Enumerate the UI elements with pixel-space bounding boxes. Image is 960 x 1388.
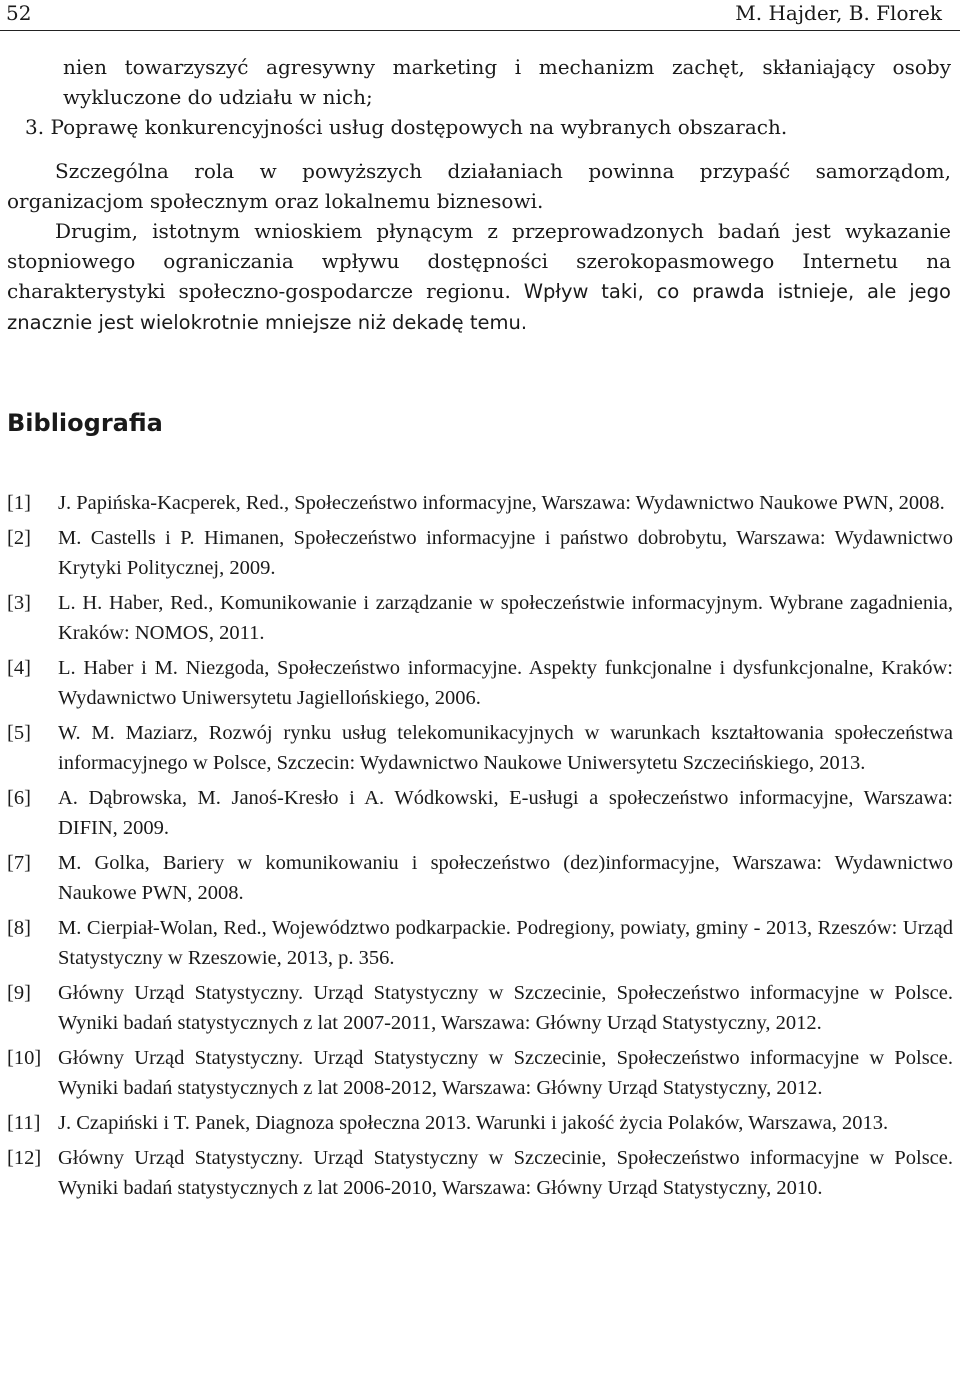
bib-entry-text: Główny Urząd Statystyczny. Urząd Statystyczny w Szczecinie, Społeczeństwo informacyjne w Polsce. Wyniki badań statystycznych z lat 2007-2011, Warszawa: Główny Urząd Statystyczny, 2012.: [58, 982, 953, 1034]
conclusion-serif-part: Drugim, istotnym wnioskiem płynącym z przeprowadzonych badań jest wykazanie stopniowego ograniczania wpływu dostępności szerokopasmowego Internetu na charakterystyki społeczno-gospodarcze regionu.: [7, 219, 951, 303]
bib-entry-number: [11]: [7, 1112, 41, 1134]
bib-entry-text: M. Castells i P. Himanen, Społeczeństwo informacyjne i państwo dobrobytu, Warszawa: Wydawnictwo Krytyki Politycznej, 2009.: [58, 527, 953, 579]
bib-entry-text: Główny Urząd Statystyczny. Urząd Statystyczny w Szczecinie, Społeczeństwo informacyjne w Polsce. Wyniki badań statystycznych z lat 2006-2010, Warszawa: Główny Urząd Statystyczny, 2010.: [58, 1147, 953, 1199]
bib-entry-text: W. M. Maziarz, Rozwój rynku usług telekomunikacyjnych w warunkach kształtowania społeczeństwa informacyjnego w Polsce, Szczecin: Wydawnictwo Naukowe Uniwersytetu Szczecińskiego, 2013.: [58, 722, 953, 774]
paragraph-roles: Szczególna rola w powyższych działaniach powinna przypaść samorządom, organizacjom społecznym oraz lokalnemu biznesowi.: [7, 159, 951, 213]
bib-entry: [7, 1108, 953, 1138]
bib-entry: [7, 488, 953, 518]
bib-entry-text: L. Haber i M. Niezgoda, Społeczeństwo informacyjne. Aspekty funkcjonalne i dysfunkcjonalne, Kraków: Wydawnictwo Uniwersytetu Jagiellońskiego, 2006.: [58, 657, 953, 709]
bib-entry-number: [10]: [7, 1047, 42, 1069]
running-header: [0, 0, 960, 31]
bib-entry-number: [8]: [7, 917, 31, 939]
bib-entry: [7, 1043, 953, 1103]
list-item-continuation: nien towarzyszyć agresywny marketing i mechanizm zachęt, skłaniający osoby wykluczone do udziału w nich;: [63, 55, 951, 109]
bib-entry-text: L. H. Haber, Red., Komunikowanie i zarządzanie w społeczeństwie informacyjnym. Wybrane zagadnienia, Kraków: NOMOS, 2011.: [58, 592, 953, 644]
bib-entry: [7, 978, 953, 1038]
list-item-3: 3. Poprawę konkurencyjności usług dostępowych na wybranych obszarach.: [25, 115, 788, 139]
bib-entry: [7, 1143, 953, 1203]
bib-entry-text: J. Papińska-Kacperek, Red., Społeczeństwo informacyjne, Warszawa: Wydawnictwo Naukowe PWN, 2008.: [58, 492, 945, 514]
bib-entry-number: [3]: [7, 592, 31, 614]
bib-entry-text: Główny Urząd Statystyczny. Urząd Statystyczny w Szczecinie, Społeczeństwo informacyjne w Polsce. Wyniki badań statystycznych z lat 2008-2012, Warszawa: Główny Urząd Statystyczny, 2012.: [58, 1047, 953, 1099]
bib-entry-text: M. Cierpiał-Wolan, Red., Województwo podkarpackie. Podregiony, powiaty, gminy - 2013, Rzeszów: Urząd Statystyczny w Rzeszowie, 2013, p. 356.: [58, 917, 953, 969]
bib-entry-number: [9]: [7, 982, 31, 1004]
bib-entry-number: [4]: [7, 657, 31, 679]
bib-entry: [7, 848, 953, 908]
bib-entry-number: [2]: [7, 527, 31, 549]
bib-entry: [7, 718, 953, 778]
bibliography-list: [7, 488, 953, 1208]
bib-entry-number: [5]: [7, 722, 31, 744]
bib-entry-text: A. Dąbrowska, M. Janoś-Kresło i A. Wódkowski, E-usługi a społeczeństwo informacyjne, Warszawa: DIFIN, 2009.: [58, 787, 953, 839]
bib-entry: [7, 783, 953, 843]
paragraph-conclusion: [7, 216, 951, 338]
body-text: [7, 52, 951, 338]
bib-entry: [7, 588, 953, 648]
bib-entry: [7, 523, 953, 583]
bib-entry-number: [1]: [7, 492, 31, 514]
running-authors: M. Hajder, B. Florek: [735, 1, 942, 25]
bibliography-heading: Bibliografia: [7, 409, 163, 437]
page-number: 52: [6, 1, 32, 25]
bib-entry-number: [6]: [7, 787, 31, 809]
bib-entry-text: J. Czapiński i T. Panek, Diagnoza społeczna 2013. Warunki i jakość życia Polaków, Warszawa, 2013.: [58, 1112, 889, 1134]
bib-entry: [7, 913, 953, 973]
bib-entry-number: [7]: [7, 852, 31, 874]
bib-entry-text: M. Golka, Bariery w komunikowaniu i społeczeństwo (dez)informacyjne, Warszawa: Wydawnictwo Naukowe PWN, 2008.: [58, 852, 953, 904]
bib-entry: [7, 653, 953, 713]
conclusion-sans-part: Wpływ taki, co prawda istnieje, ale jego znacznie jest wielokrotnie mniejsze niż dekadę temu.: [7, 280, 951, 334]
bib-entry-number: [12]: [7, 1147, 42, 1169]
